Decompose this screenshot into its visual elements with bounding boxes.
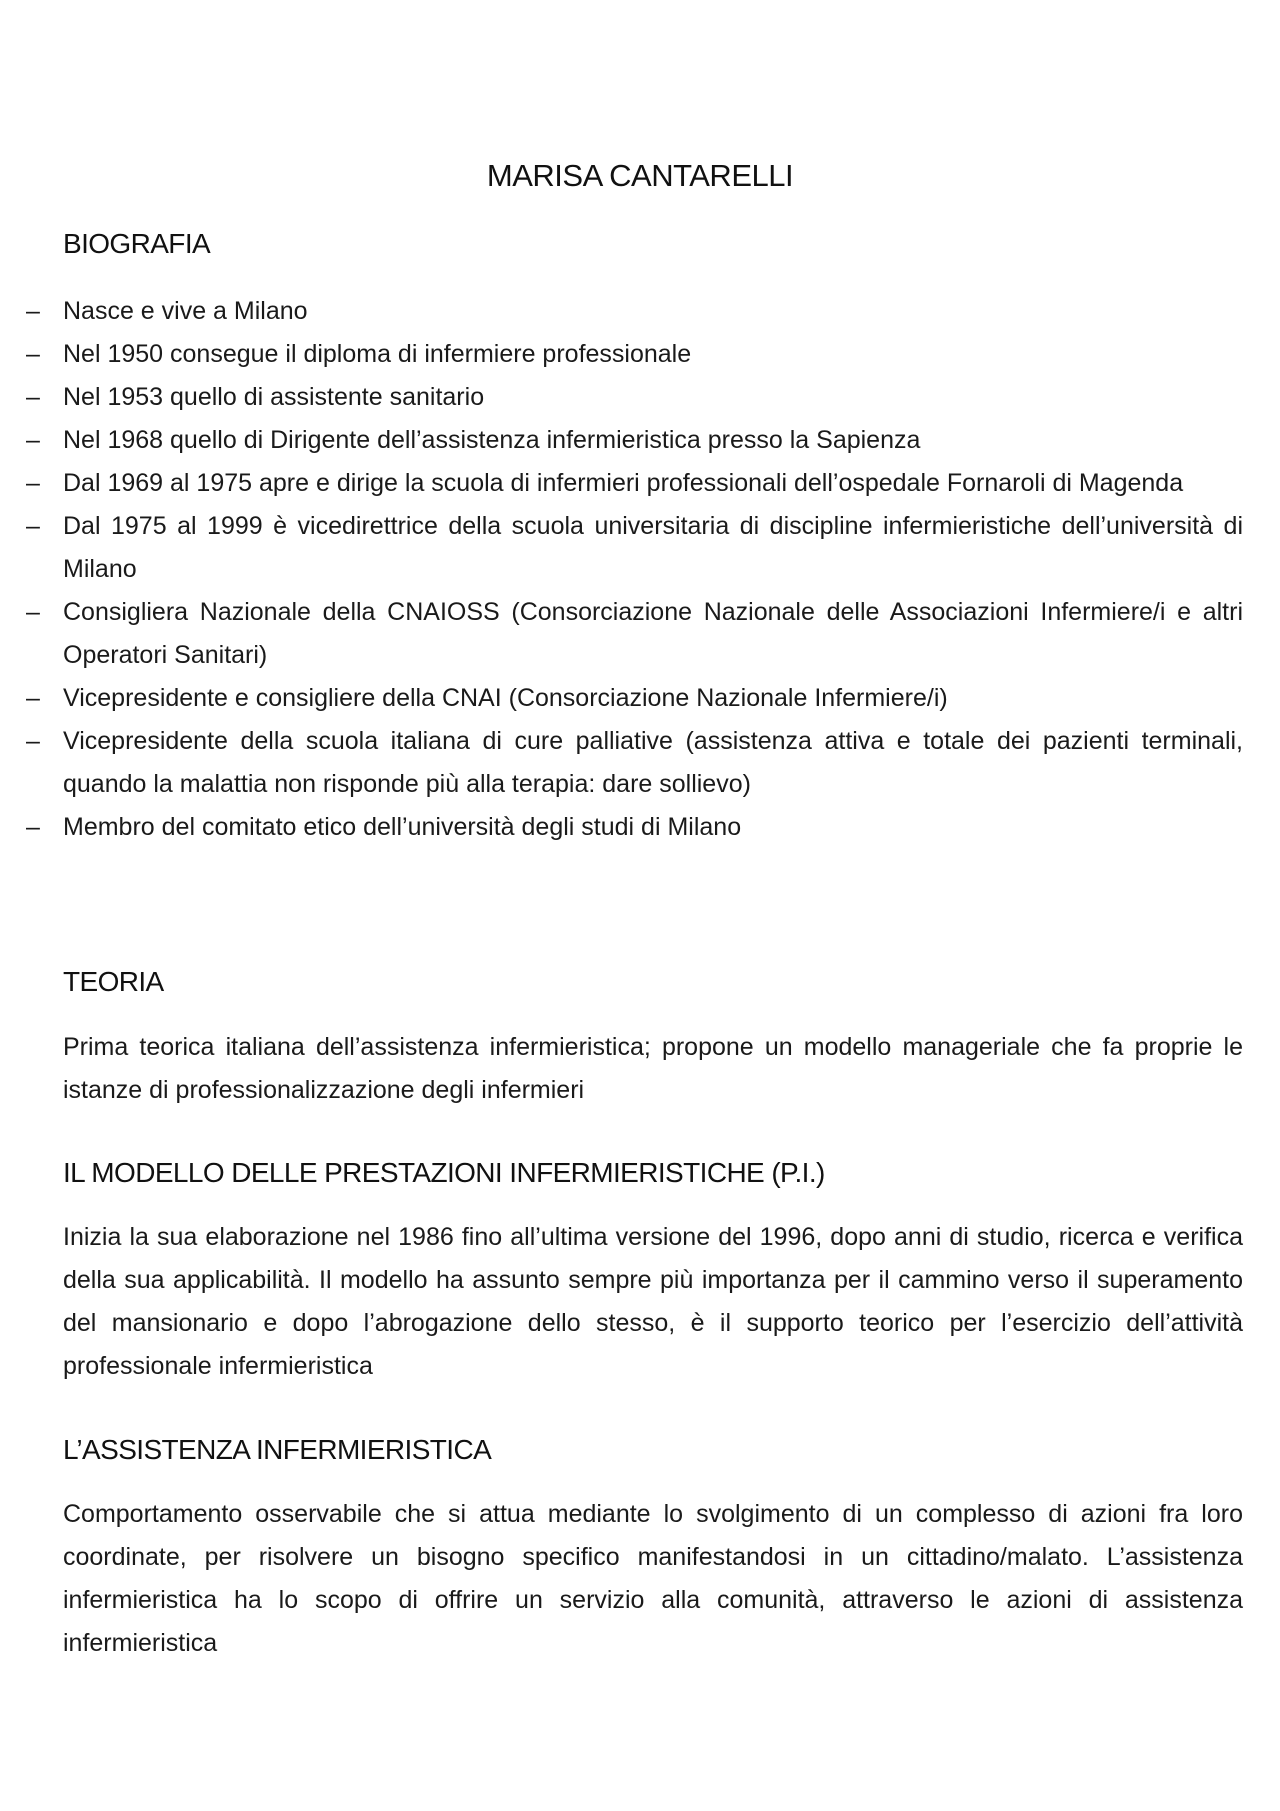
list-item-text: Nel 1968 quello di Dirigente dell’assistenza infermieristica presso la Sapienza — [63, 426, 921, 454]
list-item-text: Nasce e vive a Milano — [63, 297, 308, 325]
list-item — [0, 806, 1280, 849]
assistenza-paragraph: Comportamento osservabile che si attua mediante lo svolgimento di un complesso di azioni fra loro coordinate, per risolvere un bisogno specifico manifestandosi in un cittadino/malato. L’assistenza infermieristica ha lo scopo di offrire un servizio alla comunità, attraverso le azioni di assistenza infermieristica — [63, 1500, 1243, 1657]
bullet-dash: – — [26, 383, 40, 411]
bullet-dash: – — [26, 426, 40, 454]
section-heading-teoria: TEORIA — [63, 966, 164, 997]
list-item-text: Dal 1969 al 1975 apre e dirige la scuola di infermieri professionali dell’ospedale Fornaroli di Magenda — [63, 469, 1184, 497]
list-item — [0, 333, 1280, 376]
modello-paragraph: Inizia la sua elaborazione nel 1986 fino all’ultima versione del 1996, dopo anni di studio, ricerca e verifica della sua applicabilità. Il modello ha assunto sempre più importanza per il cammino verso il superamento del mansionario e dopo l’abrogazione dello stesso, è il supporto teorico per l’esercizio dell’attività professionale infermieristica — [63, 1223, 1243, 1380]
list-item — [0, 591, 1280, 677]
list-item-text: Nel 1950 consegue il diploma di infermiere professionale — [63, 340, 692, 368]
list-item-text: Nel 1953 quello di assistente sanitario — [63, 383, 485, 411]
list-item — [0, 376, 1280, 419]
list-item — [0, 462, 1280, 505]
bullet-dash: – — [26, 598, 40, 626]
list-item-text: Dal 1975 al 1999 è vicedirettrice della scuola universitaria di discipline infermieristiche dell’università di Milano — [63, 512, 1243, 583]
list-item-text: Vicepresidente e consigliere della CNAI (Consorciazione Nazionale Infermiere/i) — [63, 684, 948, 712]
list-item-text: Vicepresidente della scuola italiana di cure palliative (assistenza attiva e totale dei pazienti terminali, quando la malattia non risponde più alla terapia: dare sollievo) — [63, 727, 1243, 798]
list-item — [0, 677, 1280, 720]
teoria-paragraph: Prima teorica italiana dell’assistenza infermieristica; propone un modello manageriale che fa proprie le istanze di professionalizzazione degli infermieri — [63, 1033, 1243, 1104]
bullet-dash: – — [26, 297, 40, 325]
biografia-list — [0, 290, 1280, 849]
list-item — [0, 720, 1280, 806]
section-heading-biografia: BIOGRAFIA — [63, 228, 211, 259]
page-title: MARISA CANTARELLI — [486, 158, 794, 193]
bullet-dash: – — [26, 340, 40, 368]
bullet-dash: – — [26, 813, 40, 841]
bullet-dash: – — [26, 684, 40, 712]
section-heading-modello: IL MODELLO DELLE PRESTAZIONI INFERMIERISTICHE (P.I.) — [63, 1157, 825, 1188]
bullet-dash: – — [26, 727, 40, 755]
list-item-text: Consigliera Nazionale della CNAIOSS (Consorciazione Nazionale delle Associazioni Infermiere/i e altri Operatori Sanitari) — [63, 598, 1243, 669]
list-item-text: Membro del comitato etico dell’università degli studi di Milano — [63, 813, 742, 841]
bullet-dash: – — [26, 512, 40, 540]
bullet-dash: – — [26, 469, 40, 497]
section-heading-assistenza: L’ASSISTENZA INFERMIERISTICA — [63, 1434, 492, 1465]
list-item — [0, 505, 1280, 591]
list-item — [0, 419, 1280, 462]
list-item — [0, 290, 1280, 333]
